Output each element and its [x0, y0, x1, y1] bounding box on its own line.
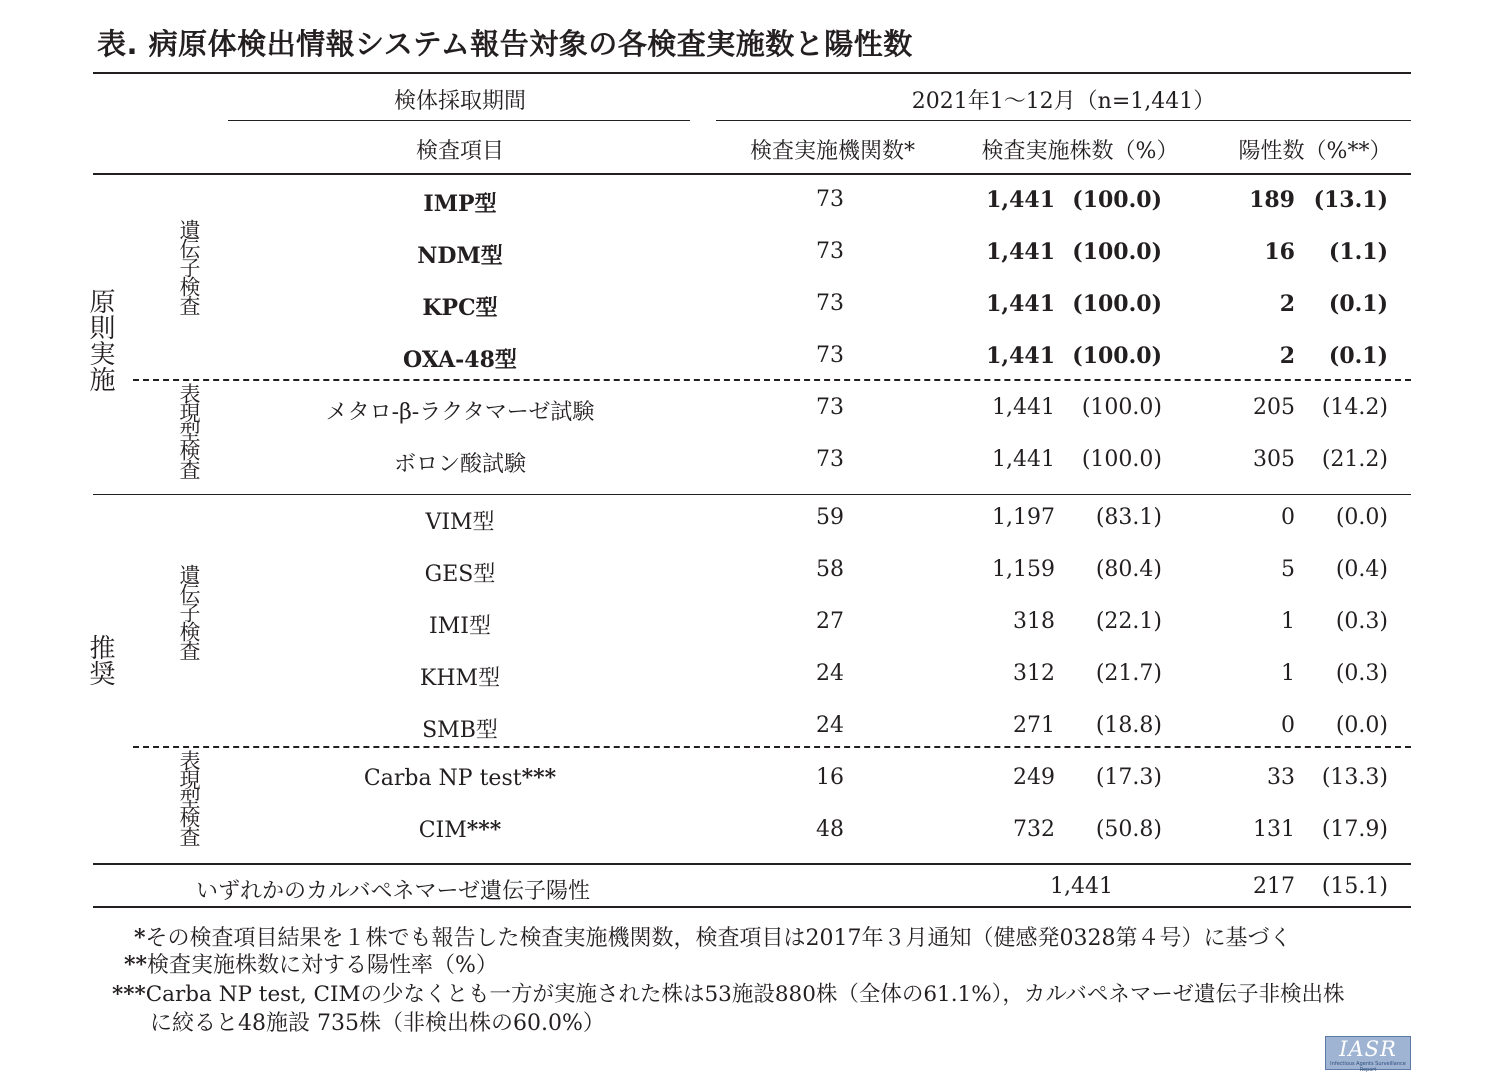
row-item	[230, 817, 690, 843]
row-strains: 318	[1013, 609, 1055, 634]
row-positive-pct: (1.1)	[1328, 239, 1388, 265]
row-positive: 0	[1281, 713, 1295, 738]
row-positive: 5	[1281, 557, 1295, 582]
row-strains: 1,441	[986, 291, 1055, 317]
row-institutions: 58	[816, 557, 844, 582]
row-positive: 0	[1281, 505, 1295, 530]
row-positive-pct: (14.2)	[1321, 395, 1388, 420]
row-strains: 312	[1013, 661, 1055, 686]
row-strains-pct: (18.8)	[1095, 713, 1162, 738]
row-strains: 1,441	[986, 239, 1055, 265]
row-positive: 205	[1253, 395, 1295, 420]
iasr-logo	[1325, 1036, 1411, 1073]
row-positive: 131	[1253, 817, 1295, 842]
group-recommended: 推奨	[85, 634, 115, 686]
header-bottom-rule	[93, 173, 1411, 175]
row-strains: 1,441	[992, 395, 1055, 420]
header-rule-right	[716, 120, 1411, 121]
footnote-1-text: その検査項目結果を１株でも報告した検査実施機関数，検査項目は2017年３月通知（健感発0328第４号）に基づく	[145, 926, 1292, 951]
row-positive-pct: (13.1)	[1313, 187, 1388, 213]
row-institutions: 24	[816, 661, 844, 686]
footnote-3-continued: に絞ると48施設 735株（非検出株の60.0%）	[150, 1011, 605, 1036]
subgroup-phenotype-1: 表現型検査	[177, 383, 201, 478]
row-item: GES型	[424, 562, 496, 587]
footnote-3-text: Carba NP test, CIMの少なくとも一方が実施された株は53施設880株（全体の61.1%），カルバペネマーゼ遺伝子非検出株	[145, 982, 1345, 1007]
row-institutions: 27	[816, 609, 844, 634]
subgroup-gene-2: 遺伝子検査	[177, 564, 201, 659]
row-positive-pct: (17.9)	[1321, 817, 1388, 842]
row-positive-pct: (0.1)	[1328, 291, 1388, 317]
row-positive: 1	[1281, 661, 1295, 686]
footnote-2-text: 検査実施株数に対する陽性率（%）	[147, 953, 498, 978]
row-strains: 1,197	[992, 505, 1055, 530]
row-institutions: 48	[816, 817, 844, 842]
row-strains-pct: (100.0)	[1072, 291, 1162, 317]
subgroup-gene-1: 遺伝子検査	[177, 219, 201, 314]
row-strains: 1,441	[986, 187, 1055, 213]
row-strains-pct: (100.0)	[1072, 187, 1162, 213]
row-positive: 2	[1279, 343, 1295, 369]
footnote-3	[112, 977, 1345, 1008]
row-institutions: 73	[816, 187, 844, 212]
section-rule	[93, 494, 1411, 495]
footnote-3-mark: ***	[112, 982, 146, 1007]
bottom-rule	[93, 906, 1411, 908]
row-item: NDM型	[417, 243, 503, 269]
row-item-mark: ***	[521, 765, 557, 791]
row-strains-pct: (83.1)	[1095, 505, 1162, 530]
row-positive: 16	[1264, 239, 1295, 265]
row-strains-pct: (100.0)	[1072, 239, 1162, 265]
row-item: SMB型	[422, 718, 498, 743]
row-positive: 189	[1249, 187, 1295, 213]
row-institutions: 16	[816, 765, 844, 790]
summary-strains: 1,441	[1050, 874, 1113, 899]
dashed-divider-1	[133, 379, 1411, 381]
row-institutions: 59	[816, 505, 844, 530]
row-strains: 732	[1013, 817, 1055, 842]
table-title: 表. 病原体検出情報システム報告対象の各検査実施数と陽性数	[97, 27, 913, 61]
row-positive-pct: (0.0)	[1335, 505, 1388, 530]
row-positive-pct: (0.3)	[1335, 609, 1388, 634]
iasr-logo-text: IASR	[1339, 1037, 1397, 1061]
row-strains-pct: (22.1)	[1095, 609, 1162, 634]
summary-positive-pct: (15.1)	[1321, 874, 1388, 899]
row-item-mark: ***	[466, 817, 502, 843]
period-label: 検体採取期間	[393, 89, 526, 114]
row-item	[230, 765, 690, 791]
row-strains-pct: (100.0)	[1081, 447, 1162, 472]
row-item: ボロン酸試験	[393, 452, 526, 477]
row-item: KHM型	[419, 666, 501, 691]
row-strains: 1,159	[992, 557, 1055, 582]
row-positive: 305	[1253, 447, 1295, 472]
header-rule-left	[228, 120, 690, 121]
row-item: OXA-48型	[403, 347, 517, 373]
row-strains-pct: (21.7)	[1095, 661, 1162, 686]
period-value: 2021年1～12月（n=1,441）	[911, 89, 1216, 114]
top-rule	[93, 72, 1411, 74]
row-strains-pct: (100.0)	[1081, 395, 1162, 420]
row-item-text: CIM	[418, 818, 467, 843]
row-strains-pct: (17.3)	[1095, 765, 1162, 790]
footnote-1-mark: *	[134, 925, 146, 951]
summary-label: いずれかのカルバペネマーゼ遺伝子陽性	[196, 879, 591, 904]
row-institutions: 73	[816, 343, 844, 368]
footnote-2-mark: **	[124, 952, 148, 978]
row-strains-pct: (100.0)	[1072, 343, 1162, 369]
row-item: KPC型	[422, 295, 498, 321]
row-strains: 271	[1013, 713, 1055, 738]
summary-top-rule	[93, 863, 1411, 865]
row-positive-pct: (13.3)	[1321, 765, 1388, 790]
row-strains: 249	[1013, 765, 1055, 790]
iasr-logo-subtitle: Infectious Agents Surveillance Report	[1330, 1061, 1406, 1073]
row-institutions: 24	[816, 713, 844, 738]
group-principle: 原則実施	[85, 288, 115, 392]
row-strains: 1,441	[986, 343, 1055, 369]
col-header-item: 検査項目	[415, 139, 504, 164]
col-header-positive: 陽性数（%**）	[1238, 139, 1392, 164]
row-item: IMI型	[429, 614, 491, 639]
dashed-divider-2	[133, 746, 1411, 748]
row-positive: 33	[1267, 765, 1295, 790]
row-item: メタロ-β-ラクタマーゼ試験	[325, 400, 595, 425]
row-strains: 1,441	[992, 447, 1055, 472]
row-strains-pct: (50.8)	[1095, 817, 1162, 842]
row-item-text: Carba NP test	[363, 766, 522, 791]
summary-positive: 217	[1253, 874, 1295, 899]
col-header-strains: 検査実施株数（%）	[981, 139, 1179, 164]
col-header-institutions: 検査実施機関数*	[749, 139, 915, 164]
row-item: VIM型	[425, 510, 495, 535]
row-positive-pct: (0.3)	[1335, 661, 1388, 686]
row-positive-pct: (21.2)	[1321, 447, 1388, 472]
footnote-2	[124, 948, 498, 979]
row-positive-pct: (0.1)	[1328, 343, 1388, 369]
row-institutions: 73	[816, 239, 844, 264]
row-strains-pct: (80.4)	[1095, 557, 1162, 582]
row-positive: 2	[1279, 291, 1295, 317]
row-institutions: 73	[816, 395, 844, 420]
row-item: IMP型	[423, 191, 497, 217]
subgroup-phenotype-2: 表現型検査	[177, 750, 201, 845]
row-institutions: 73	[816, 447, 844, 472]
row-positive-pct: (0.0)	[1335, 713, 1388, 738]
row-institutions: 73	[816, 291, 844, 316]
row-positive-pct: (0.4)	[1335, 557, 1388, 582]
row-positive: 1	[1281, 609, 1295, 634]
